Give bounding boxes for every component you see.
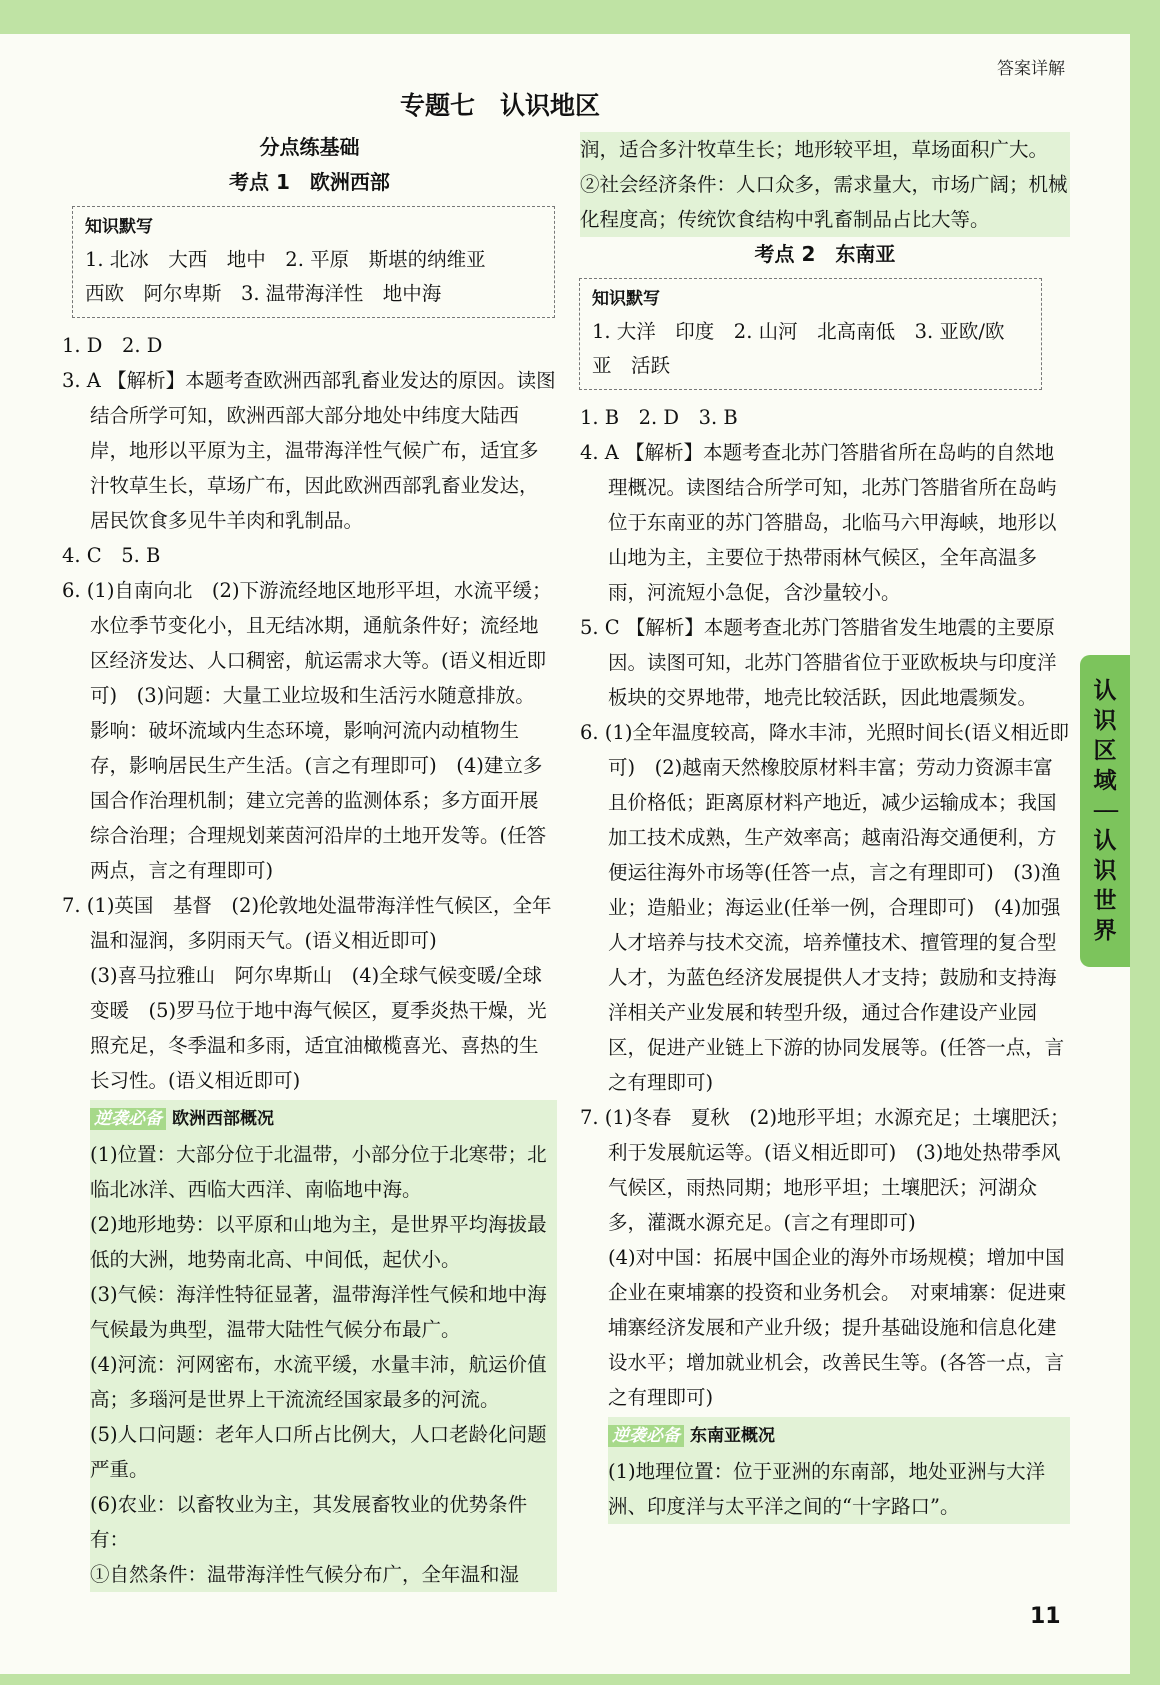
bonus-paragraph: (1)位置：大部分位于北温带，小部分位于北寒带；北临北冰洋、西临大西洋、南临地中海。 [90, 1143, 547, 1201]
knowledge-line: 1. 大洋 印度 2. 山河 北高南低 3. 亚欧/欧 [592, 320, 1005, 343]
bonus-box-europe [90, 1100, 557, 1592]
right-column [580, 132, 1070, 1524]
answer-4: 4. A 【解析】本题考查北苏门答腊省所在岛屿的自然地理概况。读图结合所学可知，北苏门答腊省所在岛屿位于东南亚的苏门答腊岛，北临马六甲海峡，地形以山地为主，主要位于热带雨林气候区，全年高温多雨，河流短小急促，含沙量较小。 [580, 441, 1057, 604]
knowledge-box-1 [72, 206, 555, 318]
bonus-paragraph: ①自然条件：温带海洋性气候分布广，全年温和湿 [90, 1563, 520, 1586]
header-label: 答案详解 [997, 59, 1065, 79]
left-column [62, 130, 557, 1592]
side-tab-dash: —— [1093, 803, 1117, 819]
section-heading: 分点练基础 [259, 135, 360, 159]
side-tab-char: 识 [1093, 858, 1117, 884]
answer-7-part-a: 7. (1)英国 基督 (2)伦敦地处温带海洋性气候区，全年温和湿润，多阴雨天气。(语义相近即可) [62, 894, 552, 952]
answer-1-3: 1. B 2. D 3. B [580, 406, 738, 429]
knowledge-line: 亚 活跃 [592, 354, 671, 377]
answer-7-part-a: 7. (1)冬春 夏秋 (2)地形平坦；水源充足；土壤肥沃；利于发展航运等。(语义相近即可) (3)地处热带季风气候区，雨热同期；地形平坦；土壤肥沃；河湖众多，灌溉水源充足。(言之有理即可) [580, 1106, 1070, 1234]
topic-heading-2: 考点 2 东南亚 [754, 242, 896, 266]
side-tab-char: 认 [1093, 678, 1117, 704]
bonus-badge: 逆袭必备 [90, 1108, 166, 1130]
topic-heading-1: 考点 1 欧洲西部 [229, 170, 390, 194]
page-title: 专题七 认识地区 [399, 91, 600, 120]
side-tab-char: 世 [1093, 888, 1117, 914]
knowledge-line: 1. 北冰 大西 地中 2. 平原 斯堪的纳维亚 [85, 248, 486, 271]
bonus-paragraph: (2)地形地势：以平原和山地为主，是世界平均海拔最低的大洲，地势南北高、中间低，起伏小。 [90, 1213, 547, 1271]
side-tab-char: 区 [1093, 738, 1117, 764]
bonus-paragraph: (4)河流：河网密布，水流平缓，水量丰沛，航运价值高；多瑙河是世界上干流流经国家最多的河流。 [90, 1353, 547, 1411]
bonus-box-southeast-asia [608, 1417, 1070, 1524]
bonus-title: 欧洲西部概况 [172, 1109, 274, 1129]
bonus-paragraph: ②社会经济条件：人口众多，需求量大，市场广阔；机械化程度高；传统饮食结构中乳畜制品占比大等。 [580, 173, 1068, 231]
bonus-paragraph: (6)农业：以畜牧业为主，其发展畜牧业的优势条件有： [90, 1493, 528, 1551]
bonus-paragraph: (5)人口问题：老年人口所占比例大，人口老龄化问题严重。 [90, 1423, 547, 1481]
bonus-badge: 逆袭必备 [608, 1425, 684, 1447]
knowledge-box-title: 知识默写 [85, 217, 153, 237]
knowledge-line: 西欧 阿尔卑斯 3. 温带海洋性 地中海 [85, 282, 442, 305]
bonus-paragraph: (3)气候：海洋性特征显著，温带海洋性气候和地中海气候最为典型，温带大陆性气候分布最广。 [90, 1283, 547, 1341]
answer-4-5: 4. C 5. B [62, 544, 161, 567]
page-number: 11 [1030, 1604, 1061, 1629]
answer-6: 6. (1)自南向北 (2)下游流经地区地形平坦，水流平缓；水位季节变化小，且无结冰期，通航条件好；流经地区经济发达、人口稠密，航运需求大等。(语义相近即可) (3)问题：大量工业垃圾和生活污水随意排放。 影响：破坏流域内生态环境，影响河流内动植物生存，影响居民生产生活。(言之有理即可) (4)建立多国合作治理机制；建立完善的监测体系；多方面开展综合治理；合理规划莱茵河沿岸的土地开发等。(任答两点，言之有理即可) [62, 579, 552, 882]
side-tab-char: 域 [1093, 768, 1117, 794]
bonus-paragraph: 润，适合多汁牧草生长；地形较平坦，草场面积广大。 [580, 138, 1049, 161]
side-tab-char: 认 [1093, 828, 1117, 854]
side-tab-char: 界 [1093, 918, 1117, 944]
answer-1-2: 1. D 2. D [62, 334, 163, 357]
bonus-paragraph: (1)地理位置：位于亚洲的东南部，地处亚洲与大洋洲、印度洋与太平洋之间的“十字路口”。 [608, 1460, 1046, 1518]
continued-bonus [580, 132, 1070, 237]
answer-7-part-b: (3)喜马拉雅山 阿尔卑斯山 (4)全球气候变暖/全球变暖 (5)罗马位于地中海气候区，夏季炎热干燥，光照充足，冬季温和多雨，适宜油橄榄喜光、喜热的生长习性。(语义相近即可) [90, 964, 547, 1092]
side-tab-char: 识 [1093, 708, 1117, 734]
knowledge-box-2 [579, 278, 1042, 390]
chapter-side-tab [1080, 655, 1130, 967]
knowledge-box-title: 知识默写 [592, 289, 660, 309]
answer-3: 3. A 【解析】本题考查欧洲西部乳畜业发达的原因。读图结合所学可知，欧洲西部大部分地处中纬度大陆西岸，地形以平原为主，温带海洋性气候广布，适宜多汁牧草生长，草场广布，因此欧洲西部乳畜业发达，居民饮食多见牛羊肉和乳制品。 [62, 369, 556, 532]
answer-7-part-b: (4)对中国：拓展中国企业的海外市场规模；增加中国企业在柬埔寨的投资和业务机会。 对柬埔寨：促进柬埔寨经济发展和产业升级；提升基础设施和信息化建设水平；增加就业机会，改善民生等。(各答一点，言之有理即可) [608, 1246, 1067, 1409]
bonus-title: 东南亚概况 [690, 1426, 775, 1446]
answer-5: 5. C 【解析】本题考查北苏门答腊省发生地震的主要原因。读图可知，北苏门答腊省位于亚欧板块与印度洋板块的交界地带，地壳比较活跃，因此地震频发。 [580, 616, 1057, 709]
answer-6: 6. (1)全年温度较高，降水丰沛，光照时间长(语义相近即可) (2)越南天然橡胶原材料丰富；劳动力资源丰富且价格低；距离原材料产地近，减少运输成本；我国加工技术成熟，生产效率高；越南沿海交通便利，方便运往海外市场等(任答一点，言之有理即可) (3)渔业；造船业；海运业(任举一例，合理即可) (4)加强人才培养与技术交流，培养懂技术、擅管理的复合型人才，为蓝色经济发展提供人才支持；鼓励和支持海洋相关产业发展和转型升级，通过合作建设产业园区，促进产业链上下游的协同发展等。(任答一点，言之有理即可) [580, 721, 1070, 1094]
